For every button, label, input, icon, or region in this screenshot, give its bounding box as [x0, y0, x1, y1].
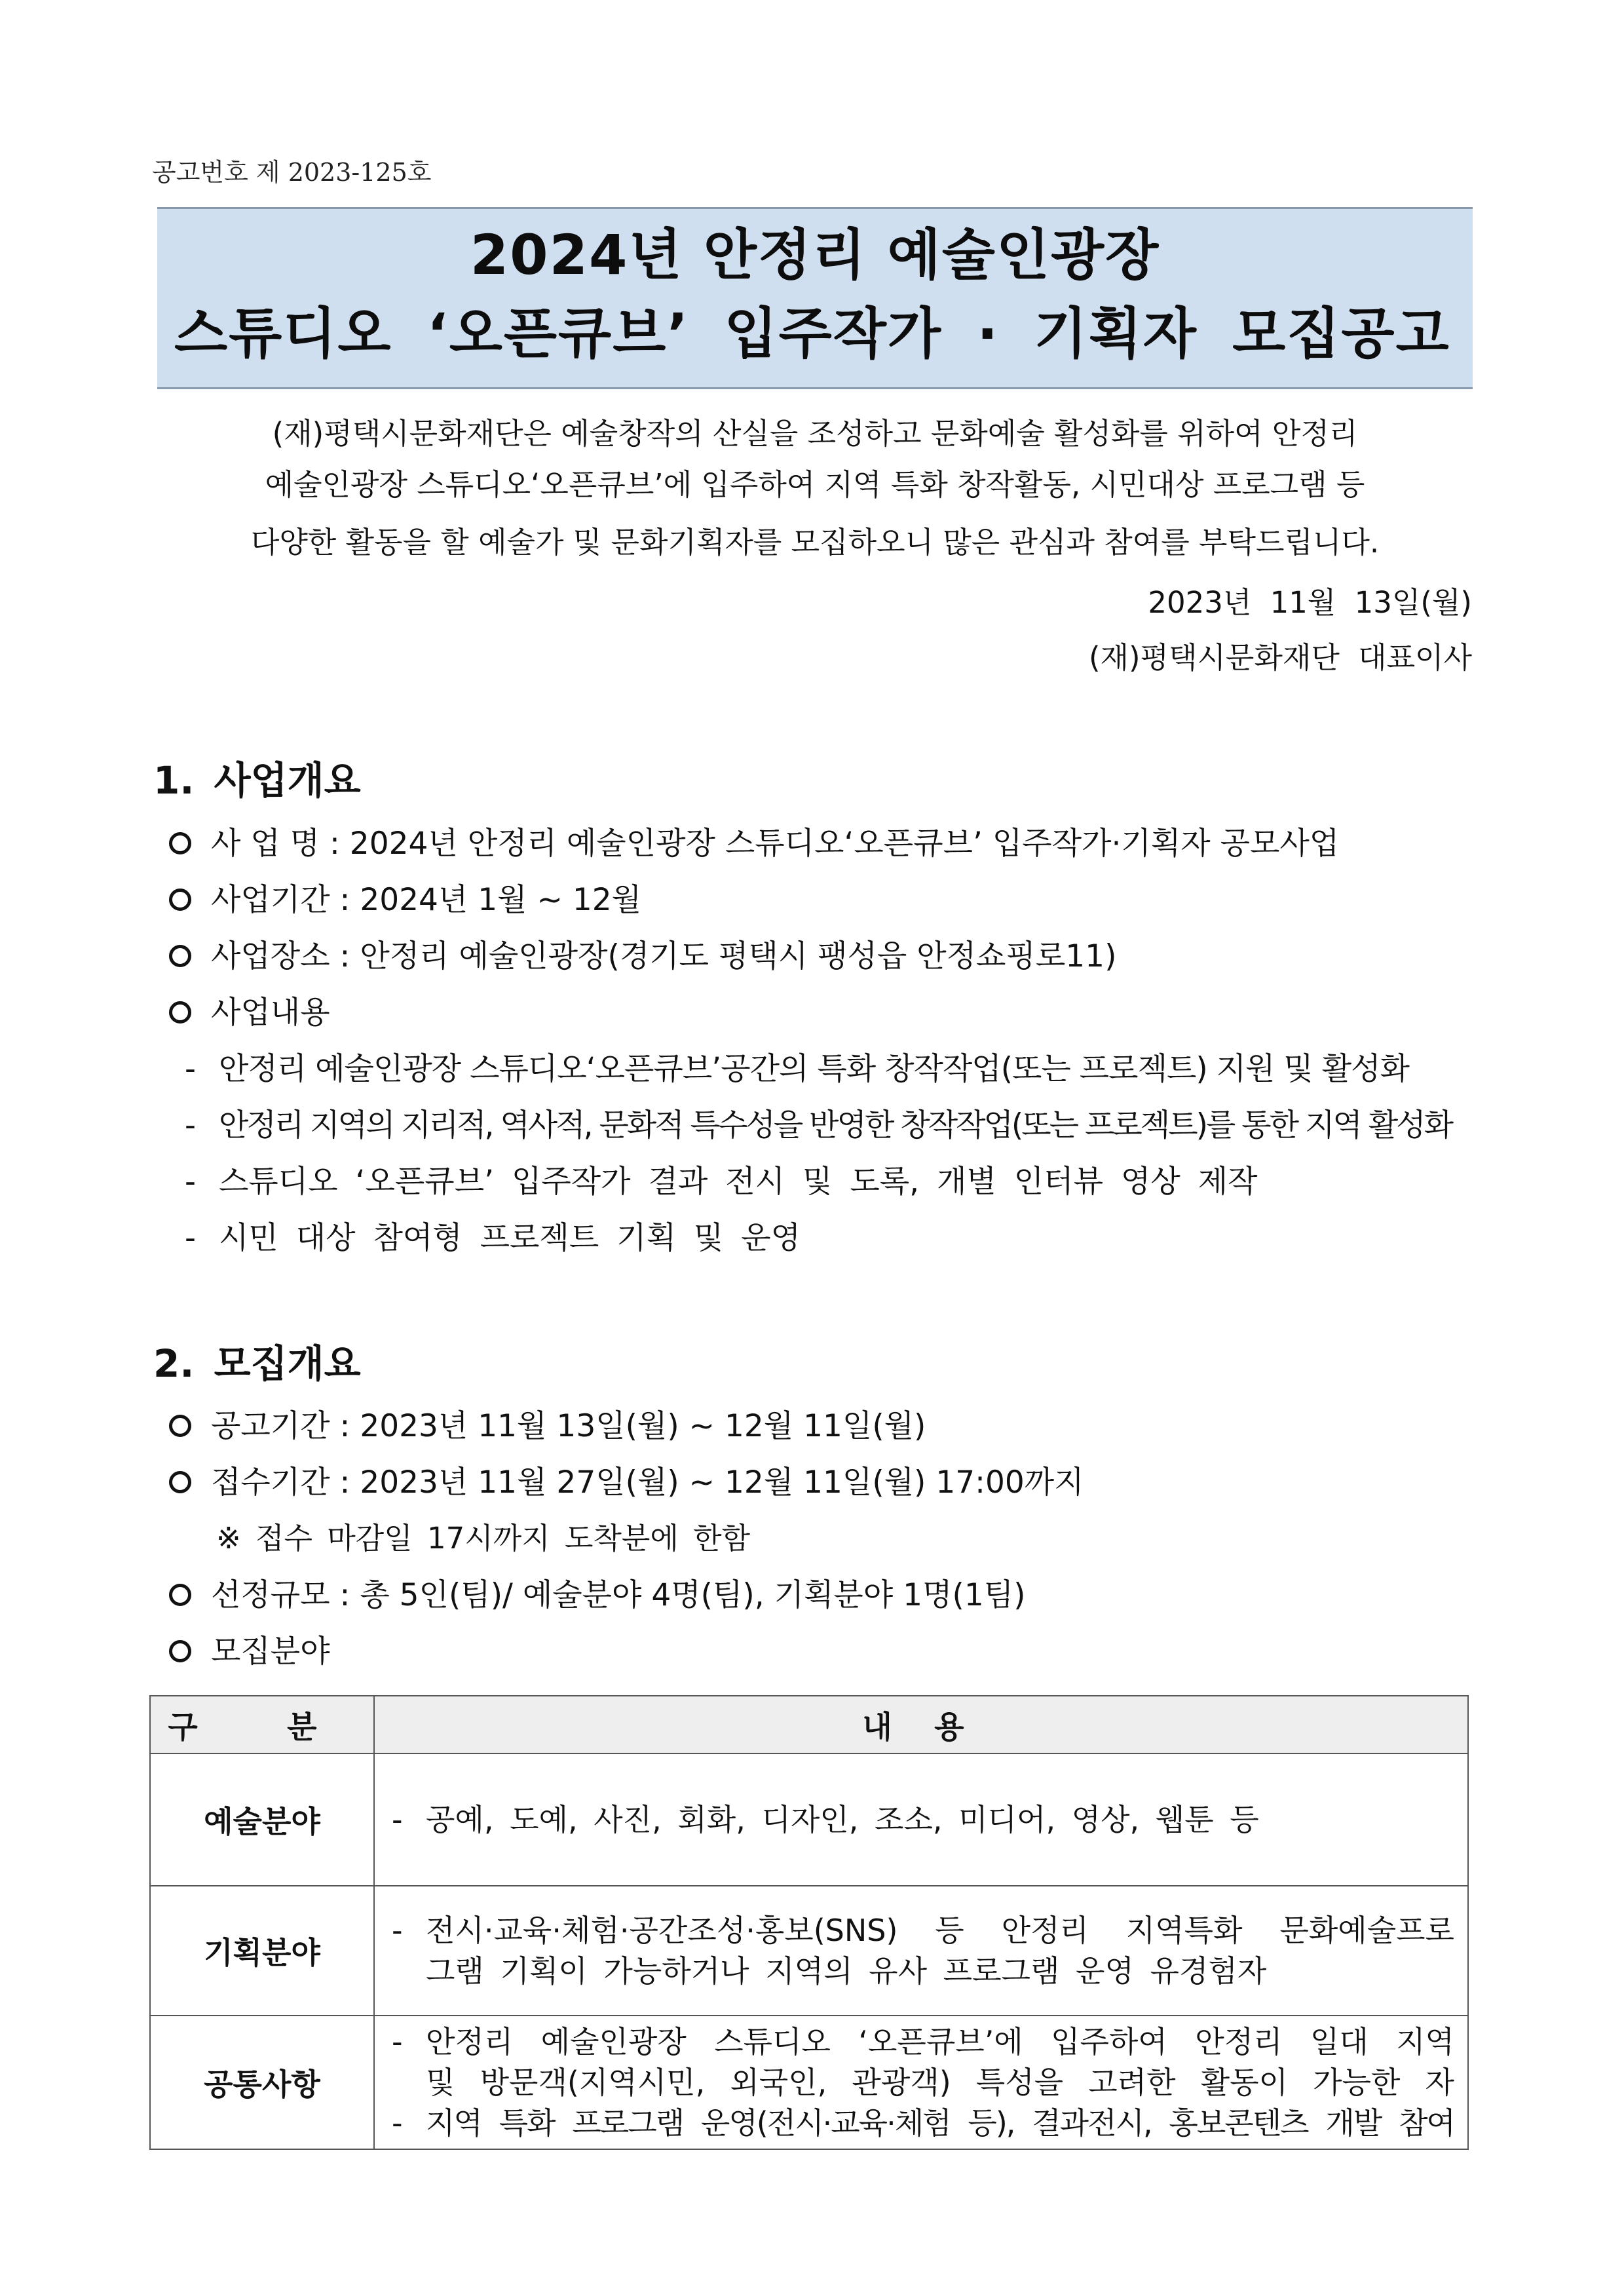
row-label-common: 공통사항 [150, 2016, 374, 2149]
section-2-bullet: 선정규모 : 총 5인(팀)/ 예술분야 4명(팀), 기획분야 1명(1팀) [169, 1575, 1025, 1616]
section-1-title: 1. 사업개요 [153, 758, 361, 803]
row-content-common: - 안정리 예술인광장 스튜디오 ‘오픈큐브’에 입주하여 안정리 일대 지역 및 방문객(지역시민, 외국인, 관광객) 특성을 고려한 활동이 가능한 자 - 지역 특화 프로그램 운영(전시·교육·체험 등), 결과전시, 홍보콘텐츠 개발 참여 [374, 2016, 1468, 2149]
intro-line-2: 예술인광장 스튜디오‘오픈큐브’에 입주하여 지역 특화 창작활동, 시민대상 프로그램 등 [265, 467, 1365, 502]
circle-bullet-icon [169, 945, 191, 967]
circle-bullet-icon [169, 889, 191, 911]
section-2-bullet: 공고기간 : 2023년 11월 13일(월) ~ 12월 11일(월) [169, 1406, 926, 1447]
table-row [150, 1753, 1468, 1886]
content-item: - 안정리 지역의 지리적, 역사적, 문화적 특수성을 반영한 창작작업(또는 프로젝트)를 통한 지역 활성화 [185, 1107, 1452, 1143]
section-1-bullet: 사업장소 : 안정리 예술인광장(경기도 평택시 팽성읍 안정쇼핑로11) [169, 936, 1116, 977]
announcement-date: 2023년 11월 13일(월) [1148, 585, 1472, 620]
circle-bullet-icon [169, 1001, 191, 1024]
content-item: - 시민 대상 참여형 프로젝트 기획 및 운영 [185, 1220, 801, 1256]
table-header-content: 내 용 [374, 1696, 1468, 1753]
table-row [150, 2016, 1468, 2149]
deadline-note: ※ 접수 마감일 17시까지 도착분에 한함 [216, 1521, 751, 1556]
content-item: - 안정리 예술인광장 스튜디오‘오픈큐브’공간의 특화 창작작업(또는 프로젝트) 지원 및 활성화 [185, 1051, 1409, 1087]
table-row [150, 1886, 1468, 2016]
title-banner [157, 207, 1473, 389]
table-header-row [150, 1696, 1468, 1753]
circle-bullet-icon [169, 1471, 191, 1493]
notice-number: 공고번호 제 2023-125호 [152, 158, 432, 187]
title-line-2: 스튜디오 ‘오픈큐브’ 입주작가 · 기획자 모집공고 [174, 301, 1450, 366]
section-2-bullet: 모집분야 [169, 1632, 330, 1672]
row-label-art: 예술분야 [150, 1753, 374, 1886]
section-2-bullet: 접수기간 : 2023년 11월 27일(월) ~ 12월 11일(월) 17:00까지 [169, 1463, 1084, 1503]
circle-bullet-icon [169, 1640, 191, 1662]
table-header-category: 구 분 [150, 1696, 374, 1753]
circle-bullet-icon [169, 1584, 191, 1606]
section-1-bullet: 사 업 명 : 2024년 안정리 예술인광장 스튜디오‘오픈큐브’ 입주작가·기획자 공모사업 [169, 824, 1339, 864]
circle-bullet-icon [169, 1415, 191, 1437]
announcement-signer: (재)평택시문화재단 대표이사 [1088, 640, 1472, 675]
section-1-bullet: 사업기간 : 2024년 1월 ~ 12월 [169, 880, 641, 921]
row-content-planning: - 전시·교육·체험·공간조성·홍보(SNS) 등 안정리 지역특화 문화예술프로 그램 기획이 가능하거나 지역의 유사 프로그램 운영 유경험자 [374, 1886, 1468, 2016]
section-1-bullet: 사업내용 [169, 993, 330, 1033]
intro-line-1: (재)평택시문화재단은 예술창작의 산실을 조성하고 문화예술 활성화를 위하여 안정리 [272, 416, 1358, 451]
recruitment-field-table [149, 1695, 1469, 2150]
circle-bullet-icon [169, 832, 191, 854]
title-line-1: 2024년 안정리 예술인광장 [470, 223, 1160, 287]
content-item: - 스튜디오 ‘오픈큐브’ 입주작가 결과 전시 및 도록, 개별 인터뷰 영상 제작 [185, 1164, 1258, 1200]
section-2-title: 2. 모집개요 [153, 1341, 361, 1386]
row-label-planning: 기획분야 [150, 1886, 374, 2016]
row-content-art: - 공예, 도예, 사진, 회화, 디자인, 조소, 미디어, 영상, 웹툰 등 [374, 1753, 1468, 1886]
intro-line-3: 다양한 활동을 할 예술가 및 문화기획자를 모집하오니 많은 관심과 참여를 부탁드립니다. [250, 525, 1380, 560]
